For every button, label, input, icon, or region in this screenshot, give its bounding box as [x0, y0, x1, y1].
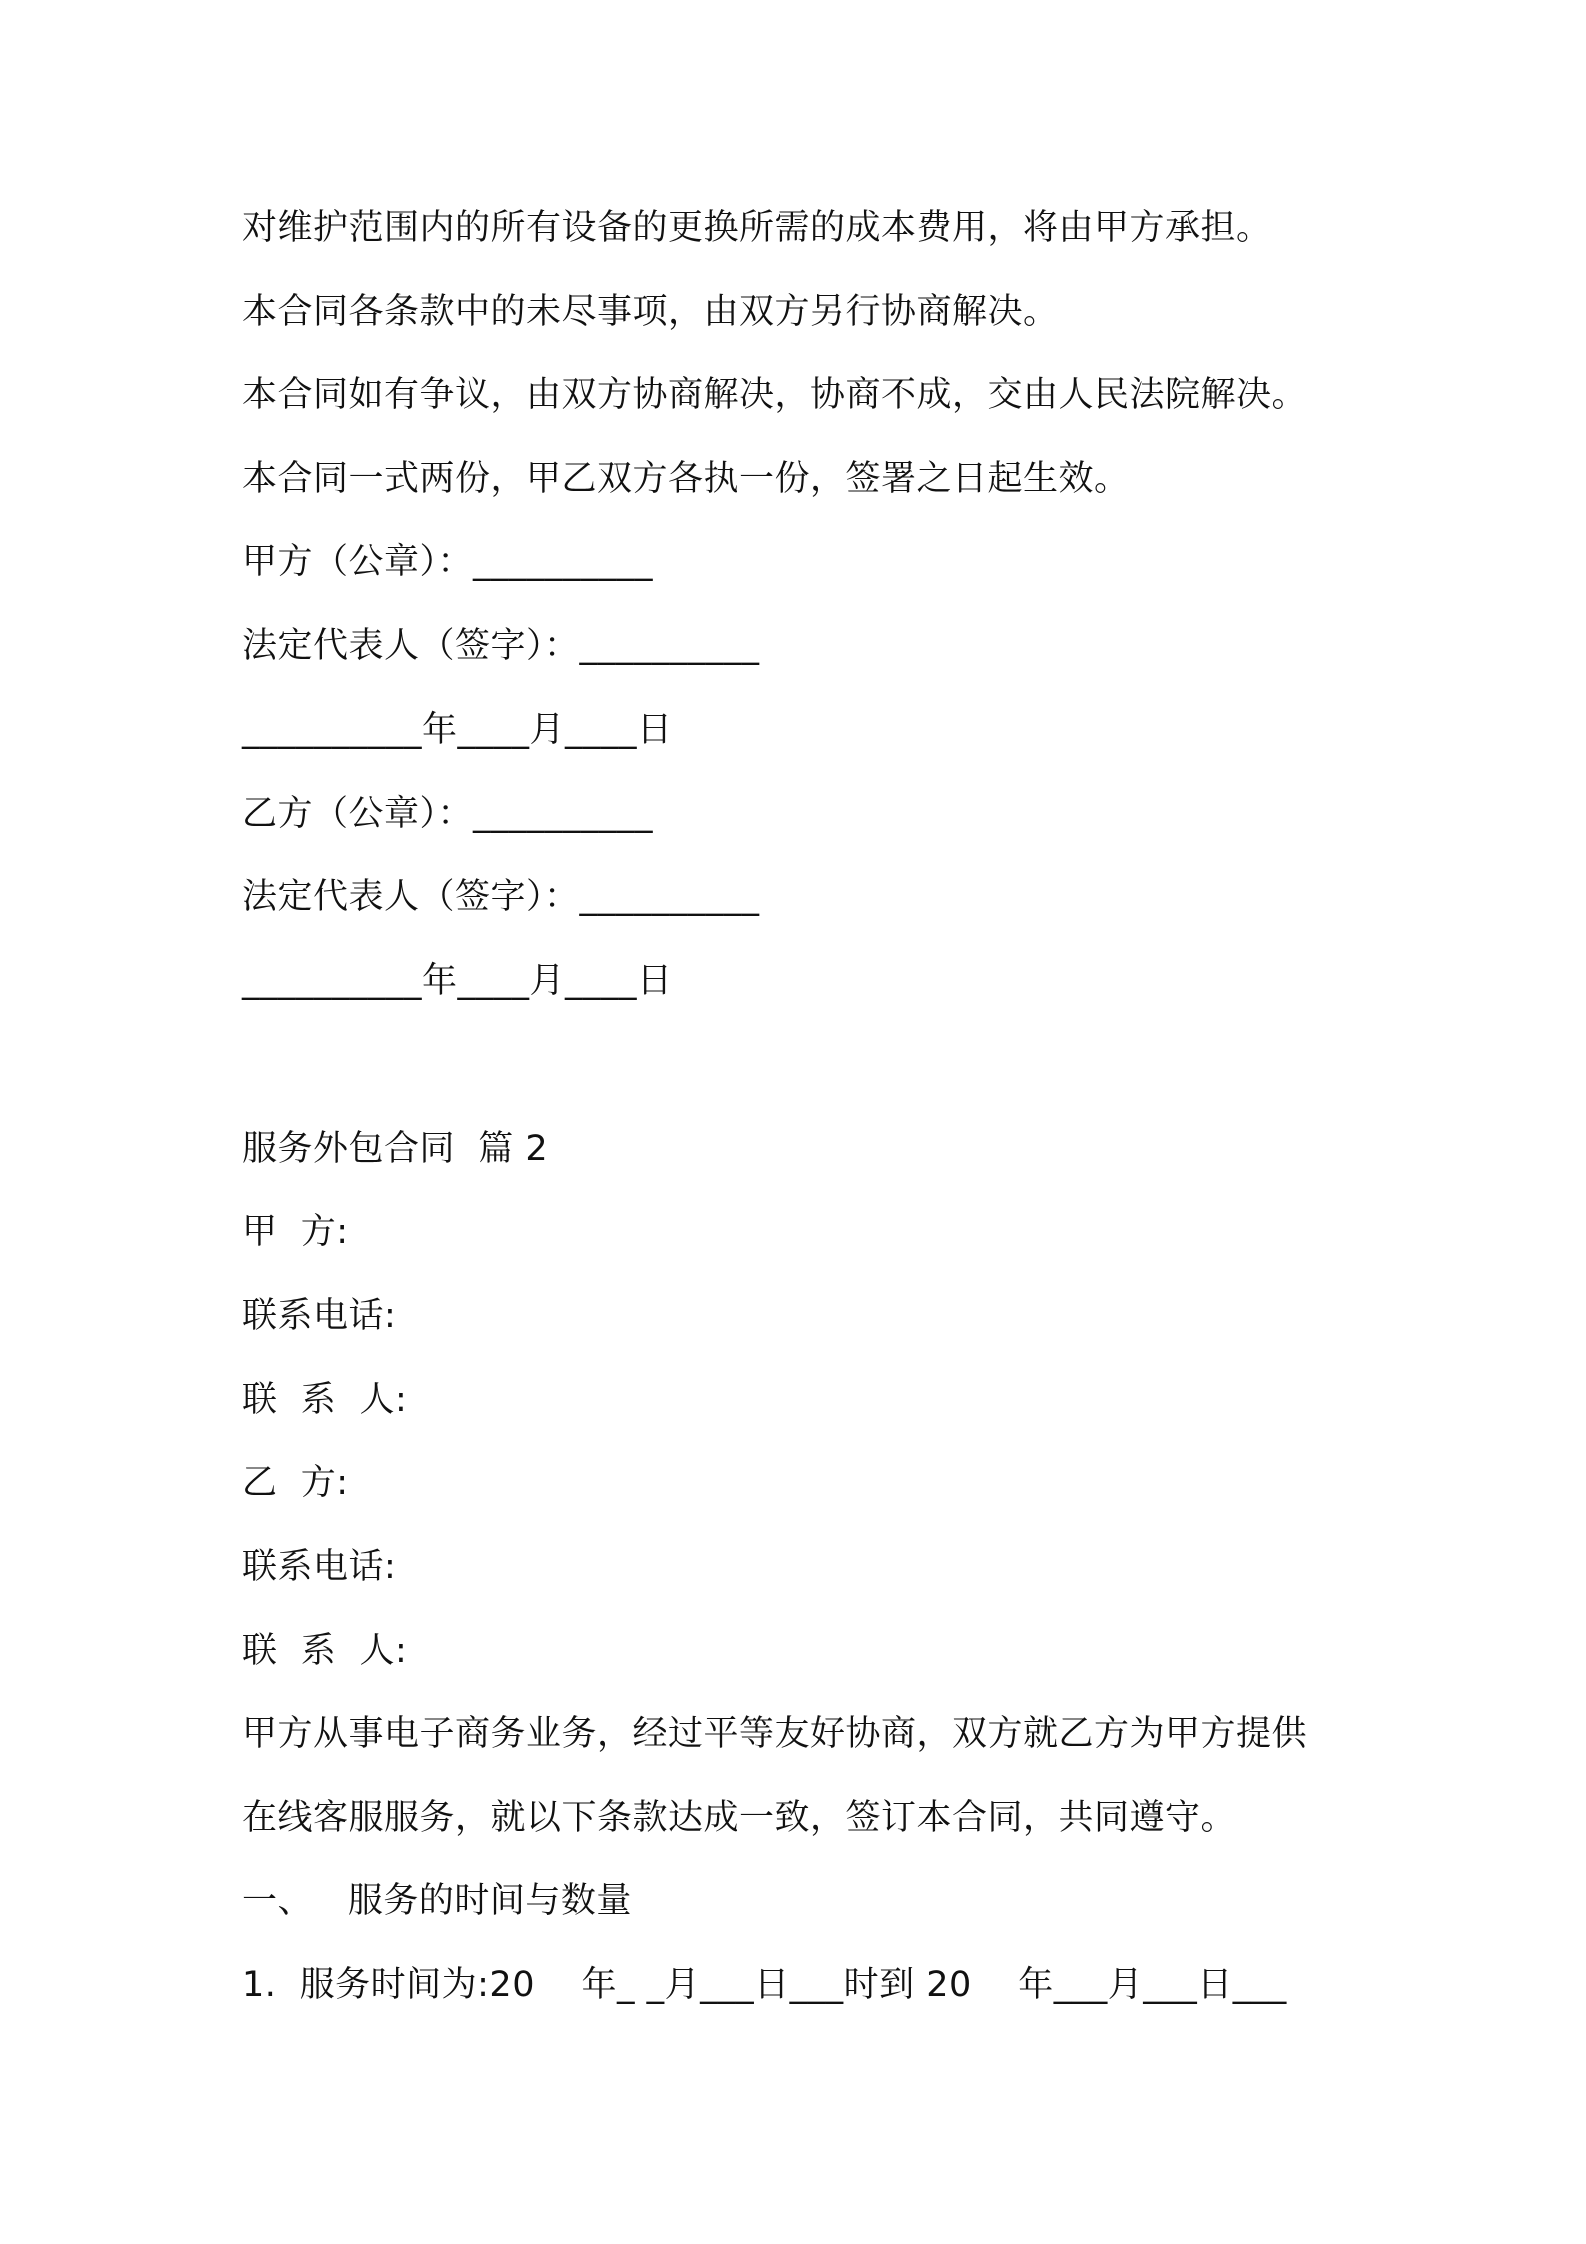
section-title: 服务外包合同 篇 2	[242, 1129, 549, 1169]
party-field: 乙 方:	[242, 1463, 349, 1503]
date-line: __________年____月____日	[242, 710, 673, 750]
text-line: 在线客服服务，就以下条款达成一致，签订本合同，共同遵守。	[242, 1798, 1237, 1838]
clause-heading: 一、 服务的时间与数量	[242, 1881, 632, 1921]
signature-line: 甲方（公章）：__________	[242, 542, 654, 582]
text-line: 本合同各条款中的未尽事项，由双方另行协商解决。	[242, 292, 1059, 332]
text-line: 甲方从事电子商务业务，经过平等友好协商，双方就乙方为甲方提供	[242, 1714, 1308, 1754]
clause-item: 1. 服务时间为:20 年_ _月___日___时到 20 年___月___日___	[242, 1965, 1287, 2005]
party-field: 联系电话:	[242, 1296, 397, 1336]
text-line: 本合同一式两份，甲乙双方各执一份，签署之日起生效。	[242, 459, 1130, 499]
party-field: 联 系 人:	[242, 1631, 408, 1671]
signature-line: 乙方（公章）：__________	[242, 794, 654, 834]
signature-line: 法定代表人（签字）：__________	[242, 626, 760, 666]
party-field: 联 系 人:	[242, 1380, 408, 1420]
party-field: 联系电话:	[242, 1547, 397, 1587]
date-line: __________年____月____日	[242, 961, 673, 1001]
party-field: 甲 方:	[242, 1212, 349, 1252]
text-line: 对维护范围内的所有设备的更换所需的成本费用，将由甲方承担。	[242, 208, 1272, 248]
text-line: 本合同如有争议，由双方协商解决，协商不成，交由人民法院解决。	[242, 375, 1308, 415]
signature-line: 法定代表人（签字）：__________	[242, 877, 760, 917]
